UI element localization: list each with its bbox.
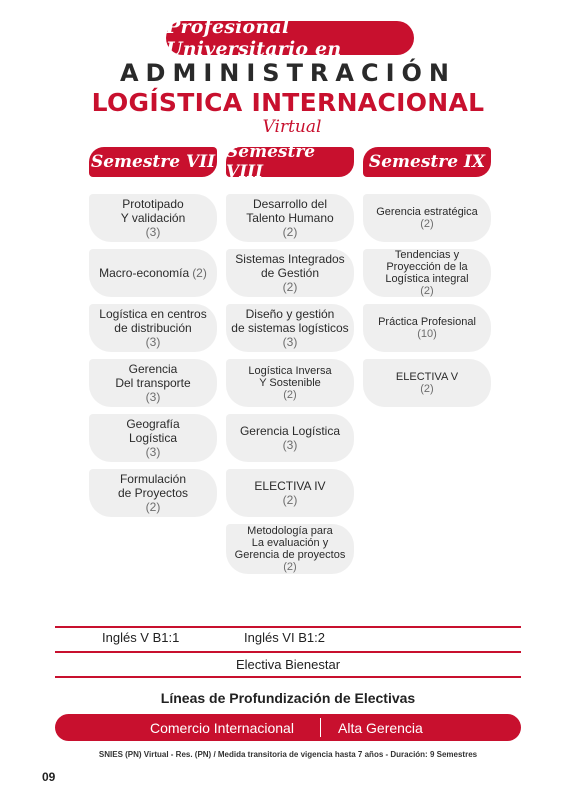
english-course-sem7: Inglés V B1:1 xyxy=(102,630,180,645)
semester-tab-9: Semestre IX xyxy=(363,147,491,177)
course-card xyxy=(89,359,217,407)
course-card xyxy=(226,359,354,407)
course-name: Geografía Logística xyxy=(126,417,180,445)
course-credits: (3) xyxy=(145,445,161,459)
course-name: ELECTIVA IV xyxy=(254,479,326,493)
course-credits: (3) xyxy=(145,390,161,404)
course-name: Sistemas Integrados de Gestión xyxy=(235,252,345,280)
course-card xyxy=(226,249,354,297)
program-title: ADMINISTRACIÓN xyxy=(119,59,457,87)
course-card xyxy=(363,194,491,242)
course-card xyxy=(89,194,217,242)
course-credits: (2) xyxy=(282,280,298,294)
course-credits: (2) xyxy=(420,383,434,395)
divider-line xyxy=(55,676,521,678)
course-credits: (2) xyxy=(420,218,434,230)
lineas-item-comercio: Comercio Internacional xyxy=(150,719,294,736)
course-name: Logística Inversa Y Sostenible xyxy=(248,365,332,389)
course-credits: (2) xyxy=(282,225,298,239)
course-card xyxy=(89,414,217,462)
course-name: Metodología para La evaluación y Gerencia de proyectos xyxy=(234,525,346,561)
lineas-bar xyxy=(55,714,521,741)
course-credits: (10) xyxy=(417,328,437,340)
course-card xyxy=(89,469,217,517)
course-card xyxy=(363,249,491,297)
course-credits: (2) xyxy=(282,493,298,507)
divider-line xyxy=(55,626,521,628)
course-credits: (2) xyxy=(420,285,434,297)
course-card xyxy=(363,304,491,352)
course-name: Desarrollo del Talento Humano xyxy=(246,197,334,225)
program-type-banner: Profesional Universitario en xyxy=(166,21,414,55)
course-credits: (3) xyxy=(282,335,298,349)
course-card xyxy=(226,469,354,517)
course-card xyxy=(89,249,217,297)
course-name: Práctica Profesional xyxy=(378,316,476,328)
course-name: Tendencias y Proyección de la Logística integral xyxy=(385,249,469,285)
course-name: Prototipado Y validación xyxy=(120,197,186,225)
course-card xyxy=(226,194,354,242)
course-card xyxy=(89,304,217,352)
course-card xyxy=(226,304,354,352)
course-card xyxy=(363,359,491,407)
course-name: Logística en centros de distribución xyxy=(99,307,207,335)
course-name: Gerencia Logística xyxy=(239,424,341,438)
course-name: Macro-economía xyxy=(99,266,190,280)
course-name: Gerencia Del transporte xyxy=(115,362,191,390)
course-name: Diseño y gestión de sistemas logísticos xyxy=(231,307,349,335)
lineas-separator xyxy=(320,718,321,737)
english-course-sem8: Inglés VI B1:2 xyxy=(244,630,325,645)
program-subtitle: LOGÍSTICA INTERNACIONAL xyxy=(91,88,485,117)
semester-tab-7: Semestre VII xyxy=(89,147,217,177)
course-credits: (2) xyxy=(145,500,161,514)
page-number: 09 xyxy=(42,770,56,784)
course-name: Gerencia estratégica xyxy=(376,206,478,218)
course-credits: (2) xyxy=(192,266,207,280)
course-credits: (3) xyxy=(145,335,161,349)
course-name: ELECTIVA V xyxy=(395,371,459,383)
course-credits: (2) xyxy=(283,561,297,573)
footnote: SNIES (PN) Virtual - Res. (PN) / Medida transitoria de vigencia hasta 7 años - Duración: 9 Semestres xyxy=(98,750,478,759)
divider-line xyxy=(55,651,521,653)
course-credits: (2) xyxy=(283,389,297,401)
course-credits: (3) xyxy=(145,225,161,239)
course-card xyxy=(226,414,354,462)
program-mode: Virtual xyxy=(262,117,322,137)
lineas-item-gerencia: Alta Gerencia xyxy=(338,719,423,736)
semester-tab-8: Semestre VIII xyxy=(226,147,354,177)
bienestar-elective: Electiva Bienestar xyxy=(235,657,341,672)
course-card xyxy=(226,524,354,574)
course-credits: (3) xyxy=(282,438,298,452)
course-name: Formulación de Proyectos xyxy=(117,472,189,500)
lineas-title: Líneas de Profundización de Electivas xyxy=(160,690,416,706)
